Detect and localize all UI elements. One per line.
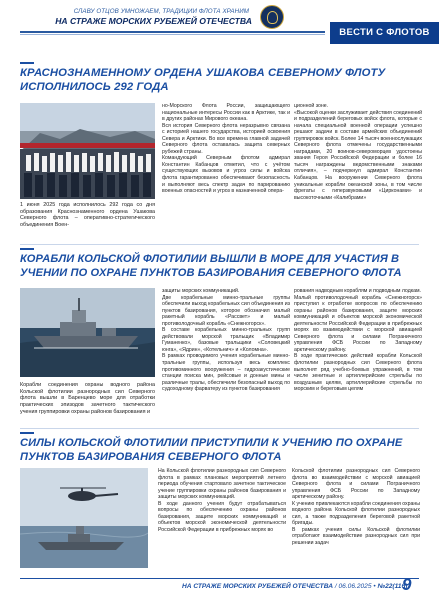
section-title: ВЕСТИ С ФЛОТОВ (339, 27, 430, 38)
paragraph: Малый противолодочный корабль «Снежногорск» приступил к отработке вопросов по обеспечению охраны районов базирования, защите морских коммуникаций и объектов морской экономической деятельности Российской Федерации в прибрежных морях во взаимодействии с морской авиацией Северного флота и силами Пограничного управления ФСБ России по Западному арктическому району. (294, 294, 422, 353)
article1-title-line: КРАСНОЗНАМЕННОМУ ОРДЕНА УШАКОВА СЕВЕРНОМУ ФЛОТУ (20, 67, 386, 79)
article1-title (20, 66, 385, 94)
footer-rule (20, 578, 419, 579)
article-divider (20, 244, 419, 245)
article2-title (20, 252, 402, 280)
paragraph: К учению привлекаются корабли соединения охраны водного района Кольской флотилии разнородных сил, а также подразделения береговой ракетной бригады. (292, 500, 420, 527)
section-banner (330, 22, 439, 44)
article3-title-line: ПУНКТОВ БАЗИРОВАНИЯ СЕВЕРНОГО ФЛОТА (20, 451, 282, 463)
paragraph: Командующий Северным флотом адмирал Константин Кабанцов отметил, что с учётом существующих вызовов и угроз силы и войска флота гарантированно обеспечивают безопасность и выполняют весь спектр задач по парированию военных опасностей и угроз в назначенной опера- (162, 155, 290, 195)
article3-column2 (292, 468, 420, 547)
header-rule-thin (20, 34, 325, 35)
article2-column2 (294, 288, 422, 393)
article1-column1 (162, 103, 290, 195)
header-rule (20, 31, 325, 33)
article2-title-line: УЧЕНИИ ПО ОХРАНЕ ПУНКТОВ БАЗИРОВАНИЯ СЕВЕРНОГО ФЛОТА (20, 267, 402, 279)
article1-column2 (294, 103, 422, 201)
paragraph: защиты морских коммуникаций. (162, 288, 240, 294)
article2-column1 (162, 288, 290, 393)
article1-caption: 1 июня 2025 года исполнилось 292 года со дня образования Краснознаменного ордена Ушакова Северного флота – оперативно-стратегического объединения Воен- (20, 202, 155, 229)
header-masthead: НА СТРАЖЕ МОРСКИХ РУБЕЖЕЙ ОТЕЧЕСТВА (55, 16, 252, 26)
paragraph: Вся история Северного флота неразрывно связана с историей нашего государства, историей освоения Севера и Арктики. Во все времена главной задачей Северного флота оставалась защита северных рубежей страны. (162, 122, 290, 155)
article-divider (20, 428, 419, 429)
paragraph: ционной зоне. (294, 103, 329, 109)
parade-photo-image (20, 103, 155, 199)
header-slogan: СЛАВУ ОТЦОВ УМНОЖАЕМ, ТРАДИЦИИ ФЛОТА ХРАНИМ (73, 8, 249, 15)
article1-photo (20, 103, 155, 199)
article3-title-line: СИЛЫ КОЛЬСКОЙ ФЛОТИЛИИ ПРИСТУПИЛИ К УЧЕНИЮ ПО ОХРАНЕ (20, 437, 403, 449)
footer-issue: №22(116) (377, 583, 408, 590)
paragraph: В рамках учения силы Кольской флотилии отработают взаимодействие разнородных сил при решении задач (292, 526, 420, 547)
article2-title-line: КОРАБЛИ КОЛЬСКОЙ ФЛОТИЛИИ ВЫШЛИ В МОРЕ ДЛЯ УЧАСТИЯ В (20, 253, 400, 265)
page-number: 9 (402, 575, 412, 594)
paragraph: В ходе данного учения будут отрабатываться вопросы по обеспечению охраны районов базирования, защите морских коммуникаций и объектов морской экономической деятельности Российской Федерации в прибрежных морях во (158, 500, 286, 533)
navy-emblem-icon (260, 5, 284, 29)
paragraph: но-Морского Флота России, защищающего национальные интересы России как в Арктике, так и в других районах Мирового океана. (162, 103, 290, 123)
footer-masthead: НА СТРАЖЕ МОРСКИХ РУБЕЖЕЙ ОТЕЧЕСТВА (182, 583, 333, 590)
article3-column1 (158, 468, 286, 533)
paragraph: рования надводным кораблям и подводным лодкам. (294, 288, 422, 294)
article3-title (20, 436, 402, 464)
footer-date: 06.06.2025 (338, 583, 372, 590)
article2-photo (20, 288, 155, 377)
paragraph: В ходе практических действий корабли Кольской флотилии разнородных сил Северного флота выполнят ряд учебно-боевых упражнений, в том числе зенитные и артиллерийские стрельбы по воздушным целям, артиллерийские стрельбы по морским и береговым целям (294, 353, 422, 393)
ship-at-sea-image (20, 288, 155, 377)
helicopter-over-sea-image (20, 468, 148, 568)
paragraph: На Кольской флотилии разнородных сил Северного флота в рамках плановых мероприятий летнего периода обучения стартовало зачетное тактическое учение группировки охраны районов базирования и защиты морских коммуникаций. (158, 468, 286, 501)
paragraph: «Высокой оценки заслуживает действия соединений и подразделений береговых войск флота, которые с начала специальной военной операции успешно решают задачи в составе армейских объединений группировок войск. Более 14 тысяч военнослужащих Северного флота отмечены государственными наградами, 20 воинов-североморцев удостоены звания Героя Российской Федерации и более 16 тысяч награждены ведомственными знаками отличия», – подчеркнул адмирал Константин Кабанцов. На вооружении Северного флота уникальные корабли океанской зоны, в том числе фрегаты с гиперзвуковыми «Цирконами» и высокоточными «Калибрами» (294, 109, 422, 201)
article3-photo (20, 468, 148, 568)
page-header (0, 0, 439, 62)
paragraph: В составе корабельных минно-тральных групп действовали морской тральщик «Владимир Гуманенко», базовые тральщики «Соловецкий юнга», «Ядрин», «Котельнич» и «Коломна». (162, 327, 290, 353)
article1-title-line: ИСПОЛНИЛОСЬ 292 ГОДА (20, 81, 169, 93)
paragraph: Две корабельные минно-тральные группы обеспечили выход корабельных сил объединения из пунктов базирования, которое обозначил малый ракетный корабль «Рассвет» и малый противолодочный корабль «Снежногорск». (162, 294, 290, 327)
paragraph: Кольской флотилии разнородных сил Северного флота во взаимодействии с морской авиацией Северного флота и силами Пограничного управления ФСБ России по Западному арктическому району. (292, 468, 420, 501)
article2-caption: Корабли соединения охраны водного района Кольской флотилии разнородных сил Северного флота вышли в Баренцево море для отработки практических эпизодов зачетного тактического учения группировки охраны районов базирования и (20, 382, 155, 415)
paragraph: В рамках проводимого учения корабельные минно-тральные группы, используя весь комплекс противоминного вооружения – гидроакустические станции поиска мин, рейсовые и донные мины и различные тралы, обеспечили безопасный выход по судоходному фарватеру из пунктов базирования (162, 353, 290, 393)
page-footer: НА СТРАЖЕ МОРСКИХ РУБЕЖЕЙ ОТЕЧЕСТВА / 06.06.2025 • №22(116) (182, 583, 408, 590)
